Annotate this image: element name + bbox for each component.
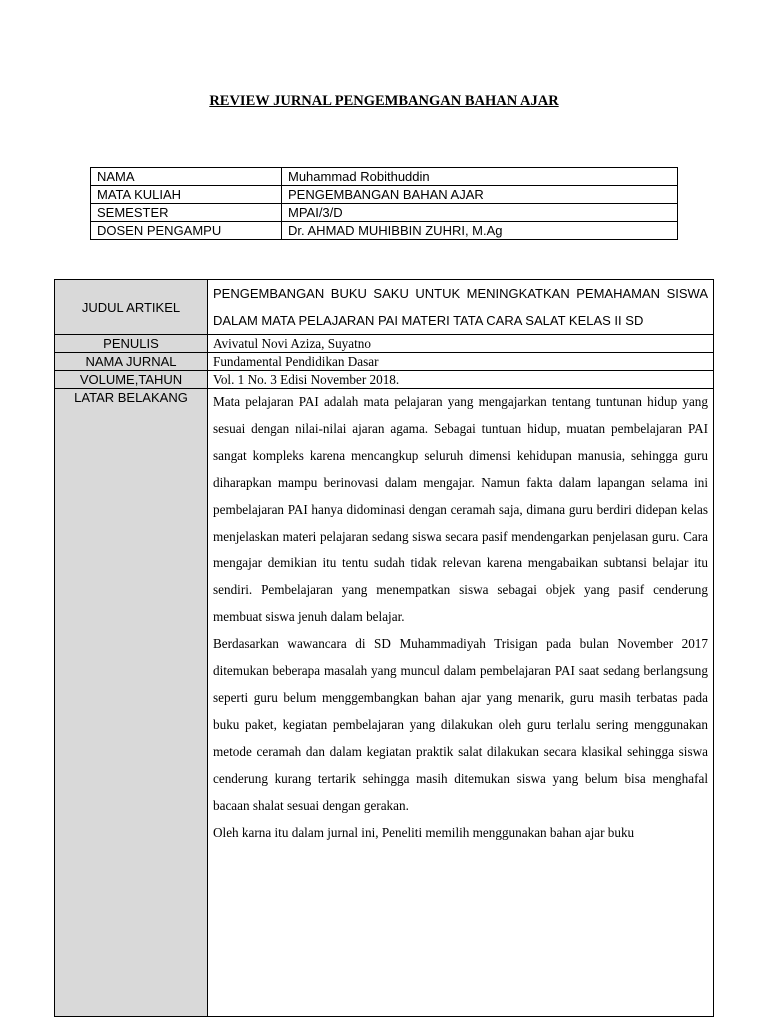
info-value: Dr. AHMAD MUHIBBIN ZUHRI, M.Ag [282, 222, 678, 240]
jurnal-label: NAMA JURNAL [55, 353, 208, 371]
review-row-judul [55, 280, 714, 335]
info-value: PENGEMBANGAN BAHAN AJAR [282, 186, 678, 204]
penulis-label: PENULIS [55, 335, 208, 353]
info-value: Muhammad Robithuddin [282, 168, 678, 186]
info-label: NAMA [91, 168, 282, 186]
review-table [54, 279, 714, 1017]
info-label: DOSEN PENGAMPU [91, 222, 282, 240]
jurnal-value: Fundamental Pendidikan Dasar [208, 353, 714, 371]
student-info-table [90, 167, 678, 240]
info-row-nama [91, 168, 678, 186]
latar-paragraph: Mata pelajaran PAI adalah mata pelajaran yang mengajarkan tentang tuntunan hidup yang sesuai dengan nilai-nilai ajaran agama. Sebagai tuntuan hidup, muatan pembelajaran PAI sangat kompleks karena mencangkup seluruh dimensi kehidupan manusia, sehingga guru diharapkan mampu berinovasi dalam mengajar. Namun fakta dalam lapangan selama ini pembelajaran PAI hanya didominasi dengan ceramah saja, dimana guru berdiri didepan kelas menjelaskan materi pelajaran sedang siswa secara pasif mendengarkan penjelasan guru. Cara mengajar demikian itu tentu sudah tidak relevan karena mengabaikan subtansi belajar itu sendiri. Pembelajaran yang menempatkan siswa sebagai objek yang pasif cenderung membuat siswa jenuh dalam belajar. [213, 394, 708, 625]
latar-value [208, 389, 714, 1017]
penulis-value: Avivatul Novi Aziza, Suyatno [208, 335, 714, 353]
judul-value: PENGEMBANGAN BUKU SAKU UNTUK MENINGKATKAN PEMAHAMAN SISWA DALAM MATA PELAJARAN PAI MATERI TATA CARA SALAT KELAS II SD [208, 280, 714, 335]
info-row-dosen [91, 222, 678, 240]
info-label: MATA KULIAH [91, 186, 282, 204]
latar-paragraph: Oleh karna itu dalam jurnal ini, Peneliti memilih menggunakan bahan ajar buku [213, 824, 635, 840]
info-row-semester [91, 204, 678, 222]
review-row-penulis [55, 335, 714, 353]
review-row-latar-belakang [55, 389, 714, 1017]
volume-label: VOLUME,TAHUN [55, 371, 208, 389]
latar-label: LATAR BELAKANG [55, 389, 208, 1017]
judul-label: JUDUL ARTIKEL [55, 280, 208, 335]
info-value: MPAI/3/D [282, 204, 678, 222]
document-title: REVIEW JURNAL PENGEMBANGAN BAHAN AJAR [209, 93, 559, 109]
info-row-mata-kuliah [91, 186, 678, 204]
latar-paragraph: Berdasarkan wawancara di SD Muhammadiyah Trisigan pada bulan November 2017 ditemukan beberapa masalah yang muncul dalam pembelajaran PAI saat sedang berlangsung seperti guru belum menggembangkan bahan ajar yang menarik, guru masih terbatas pada buku paket, kegiatan pembelajaran yang dilakukan oleh guru terlalu sering menggunakan metode ceramah dan dalam kegiatan praktik salat dilakukan secara klasikal sehingga siswa cenderung kurang tertarik sehingga masih ditemukan siswa yang belum bisa menghafal bacaan shalat sesuai dengan gerakan. [213, 636, 708, 813]
review-row-volume [55, 371, 714, 389]
volume-value: Vol. 1 No. 3 Edisi November 2018. [208, 371, 714, 389]
review-row-jurnal [55, 353, 714, 371]
info-label: SEMESTER [91, 204, 282, 222]
